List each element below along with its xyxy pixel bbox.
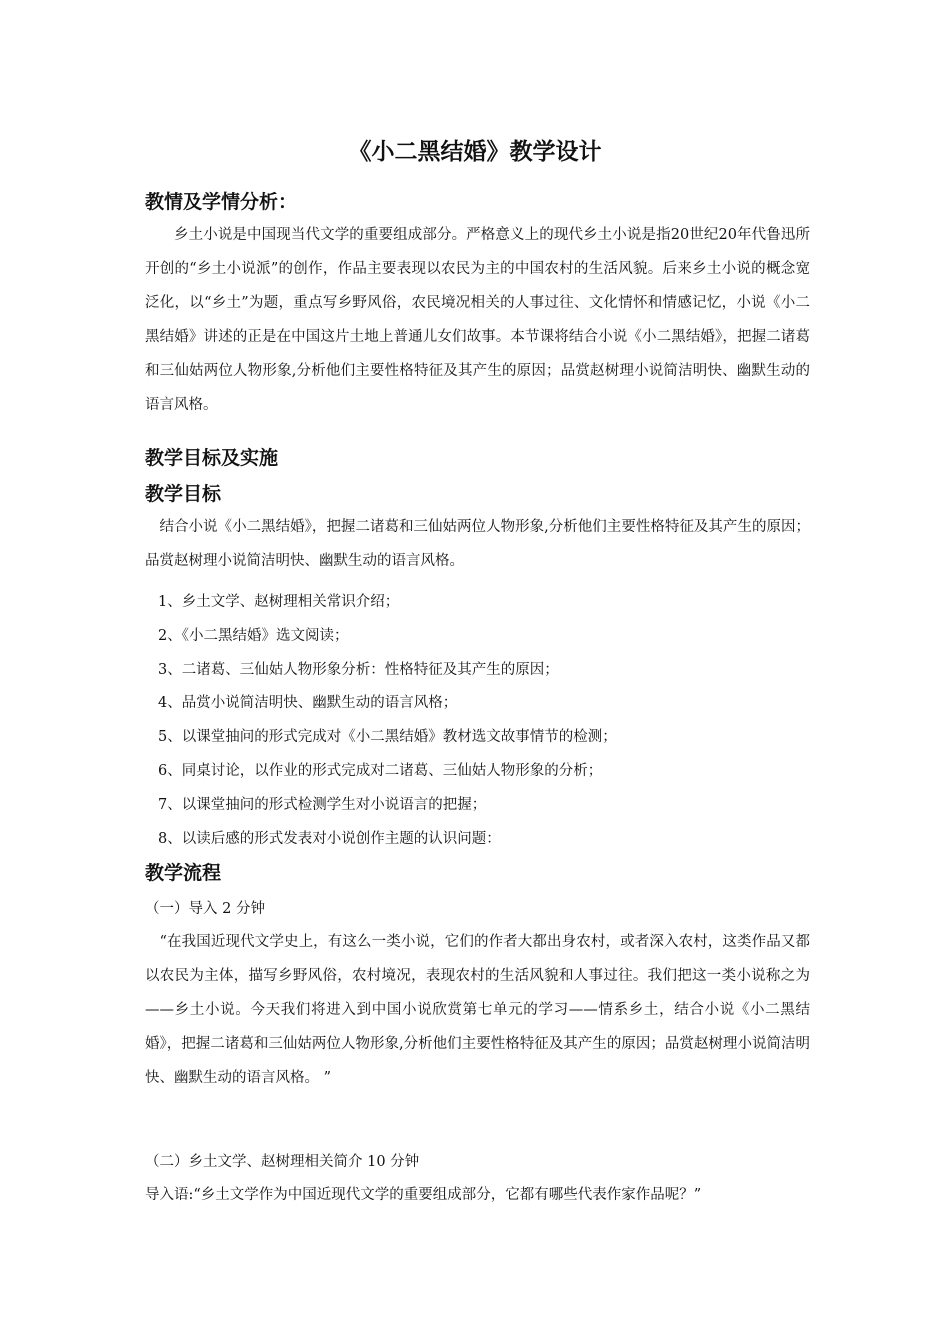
goal-item: 8、以读后感的形式发表对小说创作主题的认识问题： xyxy=(158,831,501,847)
step-label: （一）导入 2 分钟 xyxy=(145,901,265,917)
goal-item: 7、以课堂抽问的形式检测学生对小说语言的把握； xyxy=(158,797,487,813)
goal-item: 6、同桌讨论，以作业的形式完成对二诸葛、三仙姑人物形象的分析； xyxy=(158,763,603,779)
goal-item: 4、品赏小说简洁明快、幽默生动的语言风格； xyxy=(158,695,458,711)
paragraph-step2: 导入语:“乡土文学作为中国近现代文学的重要组成部分，它都有哪些代表作家作品呢？” xyxy=(145,1187,702,1203)
step-label: （二）乡土文学、赵树理相关简介 10 分钟 xyxy=(145,1154,420,1170)
paragraph-analysis: 乡土小说是中国现当代文学的重要组成部分。严格意义上的现代乡土小说是指20世纪20年代鲁迅所开创的“乡土小说派”的创作，作品主要表现以农民为主的中国农村的生活风貌。后来乡土小说的概念宽泛化，以“乡土”为题，重点写乡野风俗，农民境况相关的人事过往、文化情怀和情感记忆，小说《小二黑结婚》讲述的正是在中国这片土地上普通儿女们故事。本节课将结合小说《小二黑结婚》，把握二诸葛和三仙姑两位人物形象,分析他们主要性格特征及其产生的原因；品赏赵树理小说简洁明快、幽默生动的语言风格。 xyxy=(145,227,810,413)
heading-analysis: 教情及学情分析： xyxy=(145,191,298,213)
paragraph-goals: 结合小说《小二黑结婚》，把握二诸葛和三仙姑两位人物形象,分析他们主要性格特征及其产生的原因；品赏赵树理小说简洁明快、幽默生动的语言风格。 xyxy=(145,519,810,569)
goal-item: 2、《小二黑结婚》选文阅读； xyxy=(158,628,349,644)
goal-item: 1、乡土文学、赵树理相关常识介绍； xyxy=(158,594,400,610)
heading-goals: 教学目标 xyxy=(145,483,222,505)
paragraph-step1: “在我国近现代文学史上，有这么一类小说，它们的作者大都出身农村，或者深入农村，这类作品又都以农民为主体，描写乡野风俗，农村境况，表现农村的生活风貌和人事过往。我们把这一类小说称之为——乡土小说。今天我们将进入到中国小说欣赏第七单元的学习——情系乡土，结合小说《小二黑结婚》，把握二诸葛和三仙姑两位人物形象,分析他们主要性格特征及其产生的原因；品赏赵树理小说简洁明快、幽默生动的语言风格。 ” xyxy=(145,934,810,1086)
document-title: 《小二黑结婚》教学设计 xyxy=(348,139,602,165)
heading-goals-implementation: 教学目标及实施 xyxy=(145,447,279,469)
heading-process: 教学流程 xyxy=(145,862,222,884)
goal-item: 5、以课堂抽问的形式完成对《小二黑结婚》教材选文故事情节的检测； xyxy=(158,729,617,745)
goal-item: 3、二诸葛、三仙姑人物形象分析：性格特征及其产生的原因； xyxy=(158,662,559,678)
